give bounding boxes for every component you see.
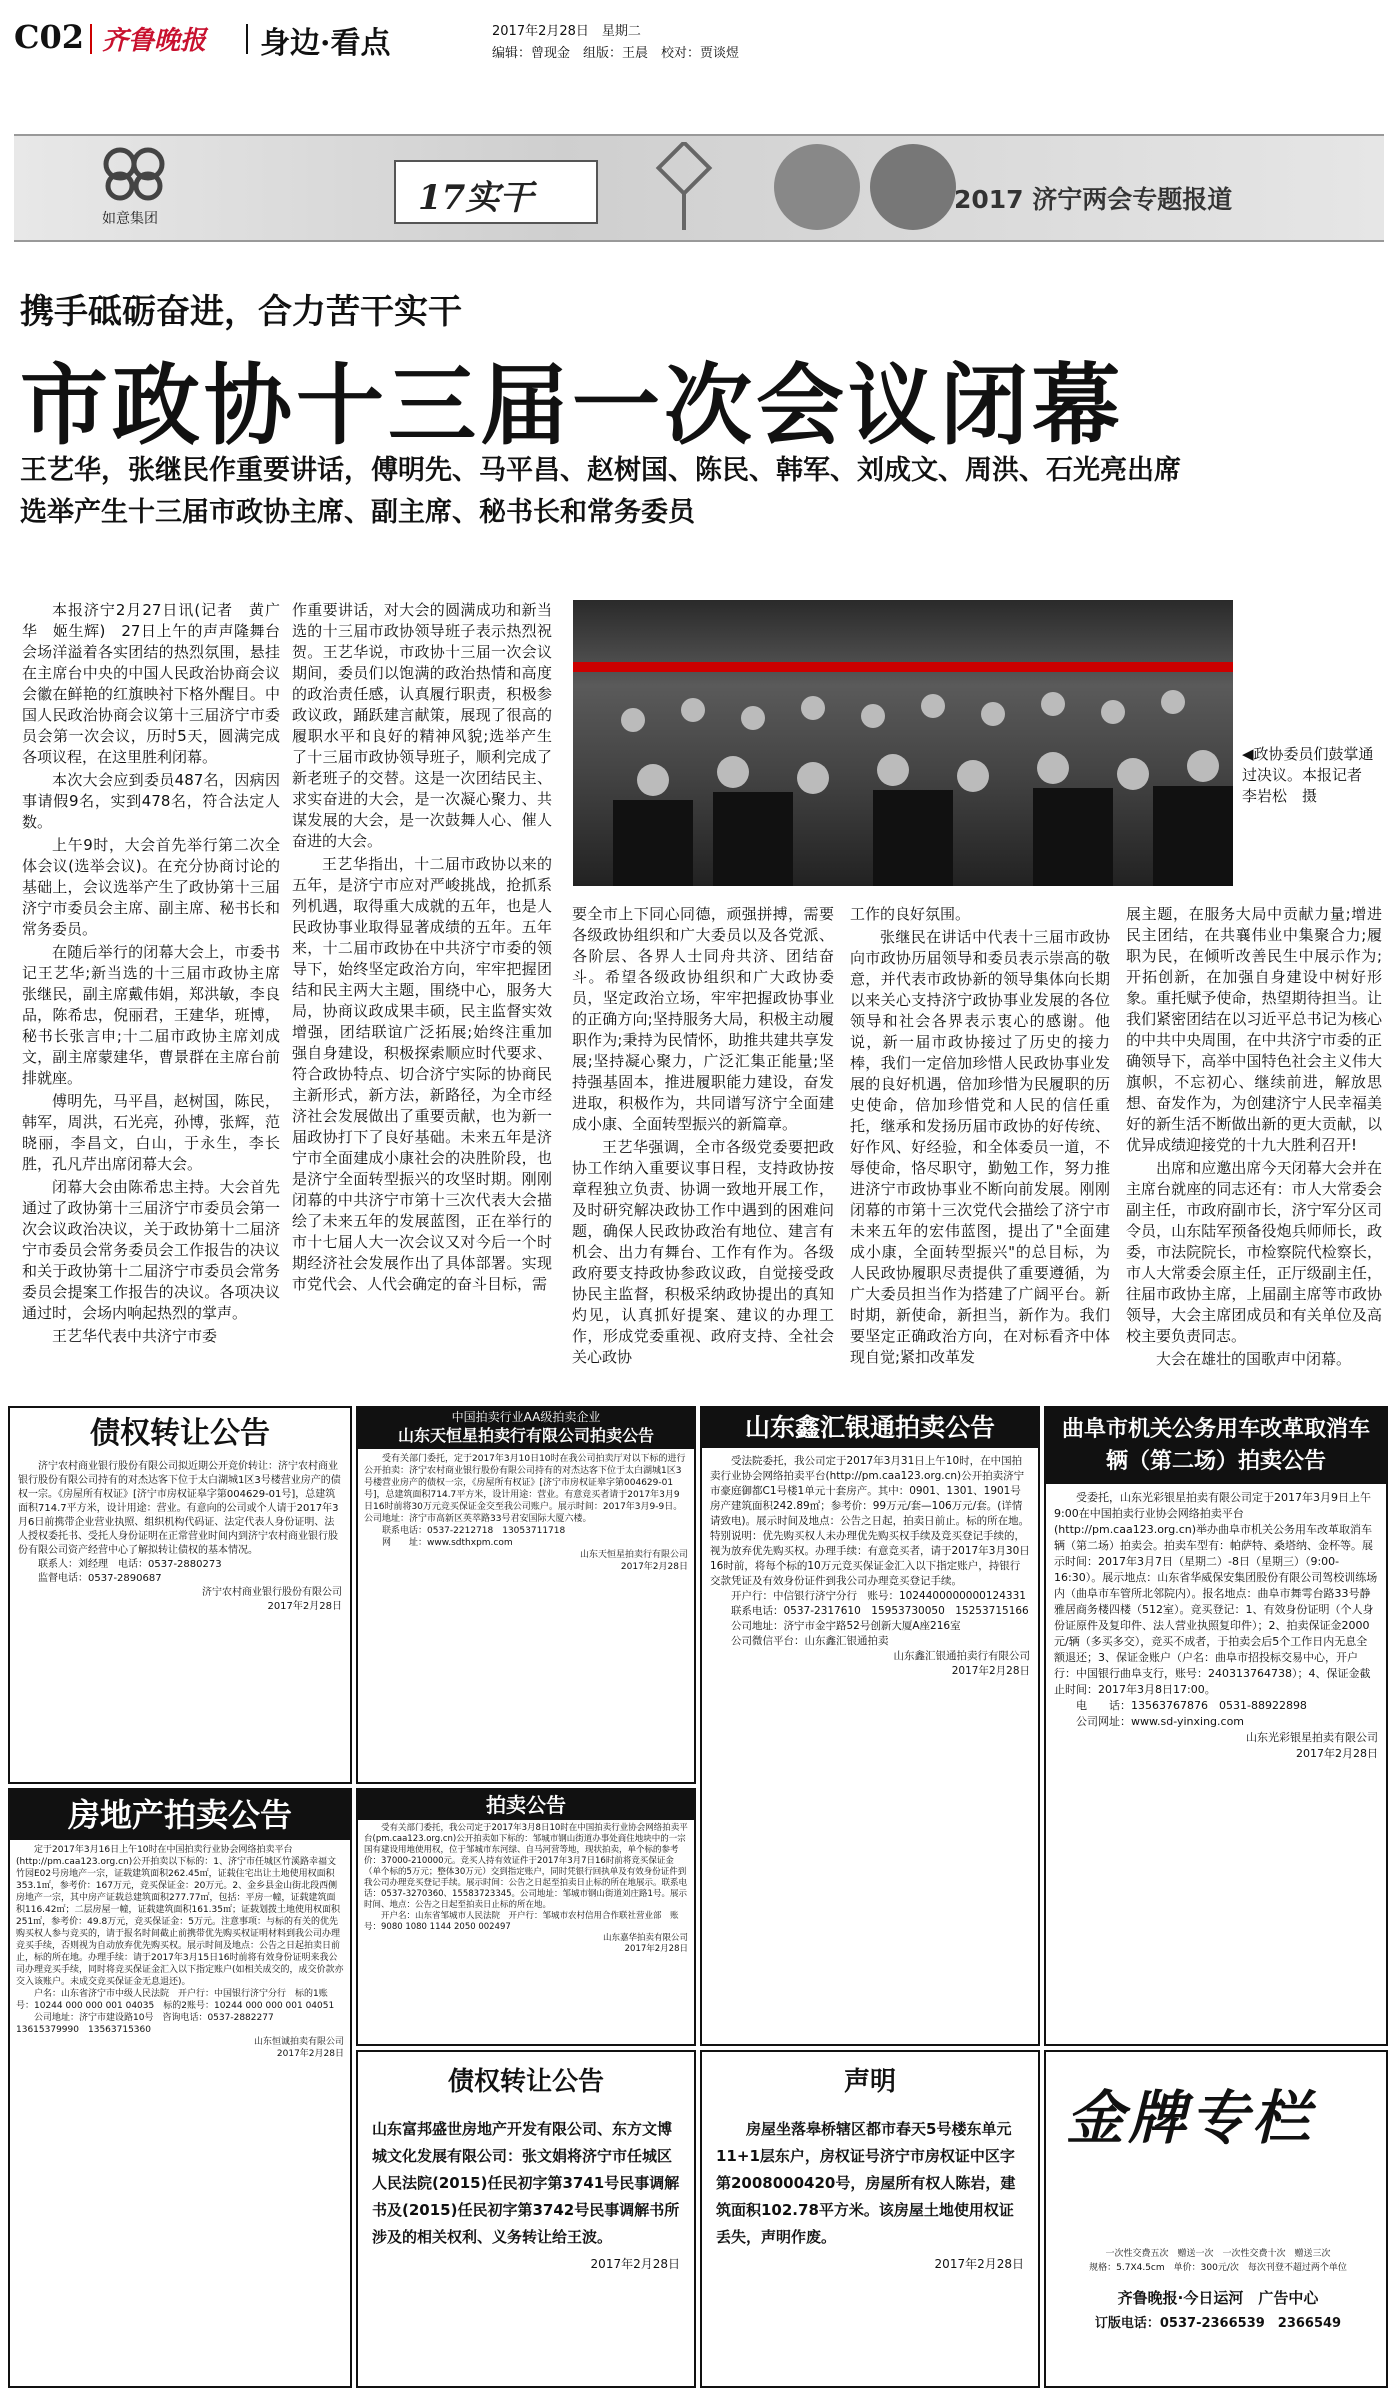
ad-contact: 订版电话：0537-2366539 2366549 xyxy=(1094,2316,1342,2331)
paragraph: 上午9时，大会首先举行第二次全体会议(选举会议)。在充分协商讨论的基础上，会议选举产生了政协第十三届济宁市委员会主席、副主席、秘书长和常务委员。 xyxy=(22,836,280,938)
ad-note: 一次性交费五次 赠送一次 一次性交费十次 赠送三次 xyxy=(1105,2249,1331,2259)
paragraph: 王艺华强调，全市各级党委要把政协工作纳入重要议事日程，支持政协按章程独立负责、协调一致地开展工作，及时研究解决政协工作中遇到的困难问题，确保人民政协政治有地位、建言有机会、出力有舞台、工作有作为。各级政府要支持政协参政议政，自觉接受政协民主监督，积极采纳政协提出的真知灼见，认真抓好提案、建议的办理工作，形成党委重视、政府支持、全社会关心政协 xyxy=(572,1138,834,1366)
ad-account: 开户行：中信银行济宁分行 账号：1024400000000124331 xyxy=(731,1590,1026,1602)
ad-title: 债权转让公告 xyxy=(447,2067,604,2097)
ad-note: 规格：5.7X4.5cm 单价：300元/次 每次刊登不超过两个单位 xyxy=(1089,2263,1347,2273)
ad-signature: 山东恒诚拍卖有限公司 xyxy=(253,2037,344,2047)
ad-account: 户名：山东省济宁市中级人民法院 开户行：中国银行济宁分行 标的1账号：10244 000 000 001 04035 标的2账号：10244 000 000 001 04051 xyxy=(16,1989,335,2011)
paragraph: 张继民在讲话中代表十三届市政协向市政协历届领导和委员表示崇高的敬意，并代表市政协新的领导集体向长期以来关心支持济宁政协事业发展的各位领导和社会各界表示衷心的感谢。他说，新一届市政协接过了历史的接力棒，我们一定倍加珍惜人民政协事业发展的良好机遇，倍加珍惜为民履职的历史使命，倍加珍惜党和人民的信任重托，继承和发扬历届市政协的好传统、好作风、好经验，和全体委员一道，不辱使命，恪尽职守，勤勉工作，努力推进济宁市政协事业不断向前发展。刚刚闭幕的市第十三次党代会描绘了济宁市未来五年的宏伟蓝图，提出了"全面建成小康，全面转型振兴"的总目标，为人民政协履职尽责提供了重要遵循，为广大委员担当作为搭建了广阔平台。新时期，新使命，新担当，新作为。我们要坚定正确政治方向，在对标看齐中体现自觉;紧扣改革发 xyxy=(850,928,1110,1366)
ad-text: 房屋坐落皋桥辖区都市春天5号楼东单元11+1层东户，房权证号济宁市房权证中区字第2008000420号，房屋所有权人陈岩，建筑面积102.78平方米。该房屋土地使用权证丢失，声明作废。 xyxy=(716,2120,1016,2246)
ad-auction-tianhengxing xyxy=(356,1406,696,1784)
ad-title: 债权转让公告 xyxy=(90,1416,270,1451)
ad-text: 受有关部门委托，我公司定于2017年3月8日10时在中国拍卖行业协会网络拍卖平台(pm.caa123.org.cn)公开拍卖如下标的：邹城市钢山街道办事处商住地块中的一宗国有建设用地使用权，位于邹城市东河绿、自马河营等地，现状拍卖，单个标的参考价：37000-210000元。竞买人持有效证件于2017年3月7日16时前将竞买保证金（单个标的5万元；整体30万元）交到指定账户，同时凭银行回执单及有效身份证件到我公司办理竞买登记手续。展示时间：公告之日起至拍卖日止标的所在地展示。联系电话：0537-3270360、15583723345。公司地址：邹城市钢山街道刘庄路1号。展示时间、地点：公告之日起至拍卖日止标的所在地。 xyxy=(364,1823,688,1910)
ad-contact: 电 话：13563767876 0531-88922898 xyxy=(1076,1699,1307,1712)
ad-org: 齐鲁晚报·今日运河 广告中心 xyxy=(1117,2289,1319,2307)
section-title: 身边·看点 xyxy=(260,26,391,61)
article-column-3 xyxy=(572,904,834,1404)
party-emblem-icon xyxy=(774,144,860,230)
paragraph: 本报济宁2月27日讯(记者 黄广华 姬生辉) 27日上午的声声隆舞台会场洋溢着各实团结的热烈氛围，悬挂在主席台中央的中国人民政治协商会议会徽在鲜艳的红旗映衬下格外醒目。中国人民政治协商会议第十三届济宁市委员会第一次会议，历时5天，圆满完成各项议程，在这里胜利闭幕。 xyxy=(22,601,280,766)
knot-emblem-icon xyxy=(654,142,714,232)
article-column-5 xyxy=(1126,904,1382,1404)
topic-banner xyxy=(14,134,1384,242)
paragraph: 本次大会应到委员487名，因病因事请假9名，实到478名，符合法定人数。 xyxy=(22,771,280,831)
ad-text: 受有关部门委托，定于2017年3月10日10时在我公司拍卖厅对以下标的进行公开拍卖：济宁农村商业银行股份有限公司持有的对杰达客下位于太白湖城1区3号楼营业房产的债权一宗，《房屋所有权证》[济宁市房权证皋字第004629-01号]，总建筑面积714.7平方米，设计用途：营业。有意竞买者请于2017年3月9日16时前将30万元竞买保证金交至我公司账户。展示时间：2017年3月9-9日。公司地址：济宁市高新区英萃路33号君安国际大厦六楼。 xyxy=(364,1454,686,1524)
ad-text: 山东富邦盛世房地产开发有限公司、东方文博城文化发展有限公司：张文娟将济宁市任城区人民法院(2015)任民初字第3741号民事调解书及(2015)任民初字第3742号民事调解书所涉及的相关权利、义务转让给王波。 xyxy=(372,2120,680,2246)
page-header xyxy=(14,14,1384,64)
ad-contact: 监督电话：0537-2890687 xyxy=(38,1573,162,1584)
paragraph: 大会在雄壮的国歌声中闭幕。 xyxy=(1156,1350,1352,1368)
ad-auction-xinhuiyintong xyxy=(700,1406,1040,2046)
paragraph: 傅明先，马平昌，赵树国，陈民，韩军，周洪，石光亮，孙博，张辉，范晓丽，李昌文，白山，于永生，李长胜，孔凡芹出席闭幕大会。 xyxy=(22,1092,280,1173)
ad-gold-column xyxy=(1044,2050,1388,2388)
paragraph: 工作的良好氛围。 xyxy=(850,905,971,923)
issue-date: 2017年2月28日 星期二 xyxy=(492,24,641,39)
ad-real-estate-auction xyxy=(8,1788,352,2388)
ad-date: 2017年2月28日 xyxy=(620,1562,688,1572)
paragraph: 出席和应邀出席今天闭幕大会并在主席台就座的同志还有：市人大常委会副主任，市政府副市长，济宁军分区司令员，山东陆军预备役炮兵师师长，政委，市法院院长，市检察院代检察长，市人大常委会原主任，正厅级副主任，往届市政协主席，上届副主席等市政协领导，大会主席团成员和有关单位及高校主要负责同志。 xyxy=(1126,1159,1382,1345)
audience-illustration xyxy=(573,600,1233,886)
ad-signature: 山东嘉华拍卖有限公司 xyxy=(602,1933,688,1943)
news-photo xyxy=(573,600,1233,886)
ad-debt-transfer-2 xyxy=(356,2050,696,2388)
ad-date: 2017年2月28日 xyxy=(276,2049,344,2059)
ad-signature: 济宁农村商业银行股份有限公司 xyxy=(202,1587,342,1598)
photo-caption: ◀政协委员们鼓掌通过决议。本报记者 李岩松 摄 xyxy=(1242,745,1378,805)
ad-title: 拍卖公告 xyxy=(358,1790,694,1820)
slogan-text: 17实干 xyxy=(418,178,534,218)
page-number: C02 xyxy=(14,18,84,56)
gold-column-brand: 金牌专栏 xyxy=(1066,2084,1315,2152)
ad-date: 2017年2月28日 xyxy=(624,1944,688,1954)
ad-car-auction xyxy=(1044,1406,1388,2046)
sponsor-logo xyxy=(94,144,174,204)
ad-address: 公司地址：济宁市金宇路52号创新大厦A座216室 xyxy=(731,1620,961,1632)
ad-contact: 联系电话：0537-2317610 15953730050 15253715166 xyxy=(731,1605,1029,1617)
ad-auction-jiahua xyxy=(356,1788,696,2046)
paragraph: 王艺华代表中共济宁市委 xyxy=(52,1327,218,1345)
ad-title: 房地产拍卖公告 xyxy=(10,1790,350,1840)
kicker: 携手砥砺奋进，合力苦干实干 xyxy=(20,292,462,332)
article-column-4 xyxy=(850,904,1110,1404)
ad-date: 2017年2月28日 xyxy=(267,1601,342,1612)
cppcc-emblem-icon xyxy=(870,144,956,230)
ad-date: 2017年2月28日 xyxy=(951,1665,1030,1677)
ad-contact: 公司地址：济宁市建设路10号 咨询电话：0537-2882277 13615379990 13563715360 xyxy=(16,2013,283,2035)
ad-signature: 山东天恒星拍卖行有限公司 xyxy=(579,1550,688,1560)
ad-text: 受法院委托，我公司定于2017年3月31日上午10时，在中国拍卖行业协会网络拍卖平台(http://pm.caa123.org.cn)公开拍卖济宁市豪庭御都C1号楼1单元十套房产。其中：0901、1301、1901号房产建筑面积242.89㎡；参考价：99万元/套—106万元/套。(详情请致电)。展示时间及地点：公告之日起，拍卖日前止。标的所在地。特别说明：优先购买权人未办理优先购买权手续及竞买登记手续的，视为放弃优先购买权。办理手续：有意竞买者，请于2017年3月30日16时前，将每个标的10万元竞买保证金汇入以下指定账户，持银行交款凭证及有效身份证件到我公司办理竞买登记手续。 xyxy=(710,1455,1030,1587)
ad-date: 2017年2月28日 xyxy=(590,2257,680,2271)
ad-title: 曲阜市机关公务用车改革取消车辆（第二场）拍卖公告 xyxy=(1046,1408,1386,1484)
paragraph: 作重要讲话，对大会的圆满成功和新当选的十三届市政协领导班子表示热烈祝贺。王艺华说，市政协十三届一次会议期间，委员们以饱满的政治热情和高度的政治责任感，认真履行职责，积极参政议政，踊跃建言献策，展现了很高的履职水平和良好的精神风貌;选举产生了十三届市政协领导班子，顺利完成了新老班子的交替。这是一次团结民主、求实奋进的大会，是一次凝心聚力、共谋发展的大会，是一次鼓舞人心、催人奋进的大会。 xyxy=(292,601,552,850)
ad-contact: 公司微信平台：山东鑫汇银通拍卖 xyxy=(731,1635,889,1647)
paper-logo: 齐鲁晚报 xyxy=(102,26,207,56)
ad-account: 开户名：山东省邹城市人民法院 开户行：邹城市农村信用合作联社营业部 账号：9080 1080 1144 2050 002497 xyxy=(364,1911,679,1932)
paragraph: 闭幕大会由陈希忠主持。大会首先通过了政协第十三届济宁市委员会第一次会议政治决议，关于政协第十二届济宁市委员会常务委员会工作报告的决议和关于政协第十二届济宁市委员会常务委员会提案工作报告的决议。各项决议通过时，会场内响起热烈的掌声。 xyxy=(22,1178,280,1322)
article-column-2 xyxy=(292,600,552,1400)
ad-debt-transfer xyxy=(8,1406,352,1784)
ad-title: 山东天恒星拍卖行有限公司拍卖公告 xyxy=(397,1426,654,1445)
article-column-1 xyxy=(22,600,280,1400)
divider xyxy=(246,24,248,54)
ad-title: 声明 xyxy=(843,2067,896,2097)
ad-header: 中国拍卖行业AA级拍卖企业 xyxy=(451,1410,601,1424)
ad-text: 定于2017年3月16日上午10时在中国拍卖行业协会网络拍卖平台(http://pm.caa123.org.cn)公开拍卖以下标的：1、济宁市任城区竹溪路幸福文竹园E02号房地产一宗，证载建筑面积262.45㎡，证载住宅出让土地使用权面积353.1㎡，参考价：167万元，竞买保证金：20万元。2、金乡县金山街北段西侧房地产一宗，其中房产证载总建筑面积277.77㎡，包括：平房一幢，证载建筑面积116.42㎡；二层房屋一幢，证载建筑面积161.35㎡；证载划拨土地使用权面积251㎡，参考价：49.8万元，竞买保证金：5万元。注意事项：与标的有关的优先购买权人参与竞买的，请于报名时间截止前携带优先购买权证明材料到我公司办理竞买手续，否则视为自动放弃优先购买权。展示时间及地点：公告之日起拍卖日前止，标的所在地。办理手续：请于2017年3月15日16时前将有效身份证明来我公司办理竞买手续，同时将竞买保证金汇入以下指定账户(如相关成交的，成交价款亦交入该账户。未成交竞买保证金无息退还)。 xyxy=(16,1845,344,1987)
paragraph: 王艺华指出，十二届市政协以来的五年，是济宁市应对严峻挑战，抢抓系列机遇，取得重大成就的五年，也是人民政协事业取得显著成绩的五年。五年来，十二届市政协在中共济宁市委的领导下，始终坚定政治方向，牢牢把握团结和民主两大主题，围绕中心，服务大局，协商议政成果丰硕，民主监督实效增强，团结联谊广泛拓展;始终注重加强自身建设，积极探索顺应时代要求、符合政协特点、切合济宁实际的协商民主新形式，新方法，新路径，为全市经济社会发展做出了重要贡献，也为新一届政协打下了良好基础。未来五年是济宁市全面建成小康社会的决胜阶段，也是济宁全面转型振兴的攻坚时期。刚刚闭幕的中共济宁市第十三次代表大会描绘了未来五年的发展蓝图，正在举行的市十七届人大一次会议又对今后一个时期经济社会发展作出了具体部署。实现市党代会、人代会确定的奋斗目标，需 xyxy=(292,855,552,1293)
sponsor-name: 如意集团 xyxy=(102,211,158,227)
headline: 市政协十三届一次会议闭幕 xyxy=(20,353,1125,457)
ad-title: 山东鑫汇银通拍卖公告 xyxy=(702,1408,1038,1448)
subhead: 选举产生十三届市政协主席、副主席、秘书长和常务委员 xyxy=(20,497,695,528)
ruyi-knot-icon xyxy=(94,144,174,204)
paragraph: 在随后举行的闭幕大会上，市委书记王艺华;新当选的十三届市政协主席张继民，副主席戴伟娟，郑洪敏，李良品，陈希忠，倪丽君，王建华，班博，秘书长张言申;十二届市政协主席刘成文，副主席蒙建华，曹景群在主席台前排就座。 xyxy=(22,943,280,1087)
ad-signature: 山东鑫汇银通拍卖行有限公司 xyxy=(893,1650,1030,1662)
ad-date: 2017年2月28日 xyxy=(934,2257,1024,2271)
ad-statement xyxy=(700,2050,1040,2388)
ad-contact: 公司网址：www.sd-yinxing.com xyxy=(1076,1715,1245,1728)
staff-credits: 编辑：曾现金 组版：王晨 校对：贾谈煜 xyxy=(492,46,740,61)
ad-contact: 联系人：刘经理 电话：0537-2880273 xyxy=(38,1559,222,1570)
paragraph: 要全市上下同心同德，顽强拼搏，需要各级政协组织和广大委员以及各党派、各阶层、各界人士同舟共济、团结奋斗。希望各级政协组织和广大政协委员，坚定政治立场，牢牢把握政协事业的正确方向;坚持服务大局，积极主动履职作为;秉持为民情怀，助推共建共享发展;坚持凝心聚力，广泛汇集正能量;坚持强基固本，推进履职能力建设，奋发进取，积极作为，共同谱写济宁全面建成小康、全面转型振兴的新篇章。 xyxy=(572,905,834,1133)
ad-signature: 山东光彩银星拍卖有限公司 xyxy=(1246,1731,1378,1744)
divider xyxy=(90,24,92,54)
subhead: 王艺华，张继民作重要讲话，傅明先、马平昌、赵树国、陈民、韩军、刘成文、周洪、石光亮出席 xyxy=(20,455,1181,486)
ad-text: 受委托，山东光彩银星拍卖有限公司定于2017年3月9日上午9:00在中国拍卖行业协会网络拍卖平台(http://pm.caa123.org.cn)举办曲阜市机关公务用车改革取消车辆（第二场）拍卖会。拍卖车型有：帕萨特、桑塔纳、金杯等。展示时间：2017年3月7日（星期二）-8日（星期三）（9:00-16:30）。展示地点：山东省华威保安集团股份有限公司驾校训练场内（曲阜市车管所北邻院内）。报名地点：曲阜市舞雩台路33号静雅居商务楼四楼（512室）。竞买登记：1、有效身份证明（个人身份证原件及复印件、法人营业执照复印件）；2、拍卖保证金2000元/辆（多买多交），竞买不成者，于拍卖会后5个工作日内无息全额退还；3、保证金账户（户名：曲阜市招投标交易中心，开户行：中国银行曲阜支行，账号：240313764738）；4、保证金截止时间：2017年3月8日17:00。 xyxy=(1054,1491,1378,1696)
ad-date: 2017年2月28日 xyxy=(1296,1747,1378,1760)
slogan-box xyxy=(394,160,598,224)
ad-contact: 联系电话：0537-2212718 13053711718 xyxy=(382,1526,566,1536)
banner-title: 2017 济宁两会专题报道 xyxy=(954,185,1233,214)
ad-text: 济宁农村商业银行股份有限公司拟近期公开竞价转让：济宁农村商业银行股份有限公司持有的对杰达客下位于太白湖城1区3号楼营业房产的债权一宗。《房屋所有权证》[济宁市房权证皋字第004629-01号]，总建筑面积714.7平方米，设计用途：营业。有意向的公司或个人请于2017年3月6日前携带企业营业执照、组织机构代码证、法定代表人身份证明、法人授权委托书、受托人身份证明在正常营业时间内到济宁农村商业银行股份有限公司资产经营中心了解拟转让债权的基本情况。 xyxy=(18,1461,341,1556)
paragraph: 展主题，在服务大局中贡献力量;增进民主团结，在共襄伟业中集聚合力;履职为民，在倾听改善民生中展示作为;开拓创新，在加强自身建设中树好形象。重托赋予使命，热望期待担当。让我们紧密团结在以习近平总书记为核心的中共中央周围，在中共济宁市委的正确领导下，高举中国特色社会主义伟大旗帜，不忘初心、继续前进，解放思想、奋发作为，为创建济宁人民幸福美好的新生活不断做出新的更大贡献，以优异成绩迎接党的十九大胜利召开! xyxy=(1126,905,1382,1154)
ad-contact: 网 址：www.sdthxpm.com xyxy=(382,1538,513,1548)
